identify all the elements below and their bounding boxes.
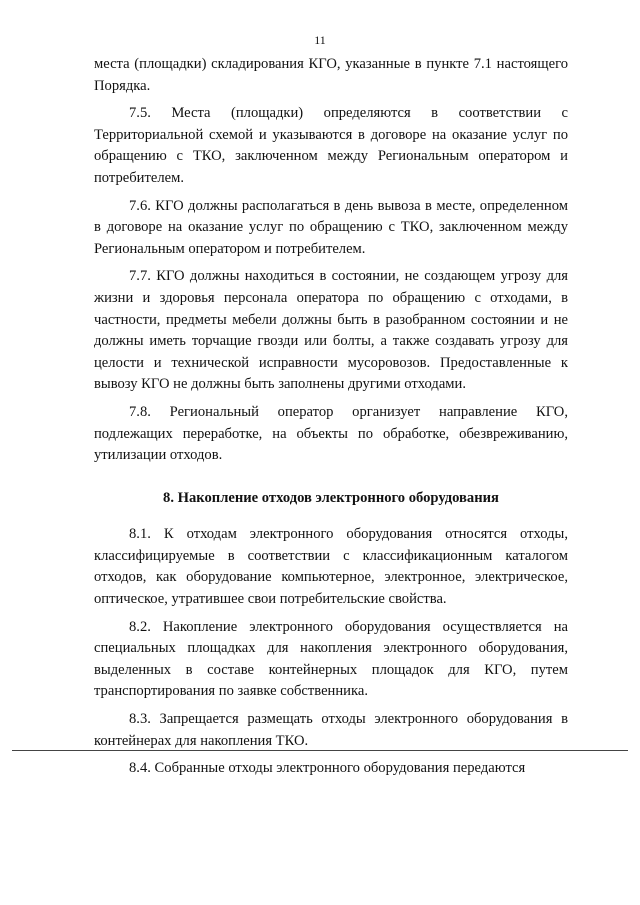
section-8-heading: 8. Накопление отходов электронного оборудования	[163, 489, 499, 506]
paragraph-7-8: 7.8. Региональный оператор организует направление КГО, подлежащих переработке, на объекты по обработке, обезвреживанию, утилизации отходов.	[94, 403, 568, 464]
paragraph-7-5: 7.5. Места (площадки) определяются в соответствии с Территориальной схемой и указываются в договоре на оказание услуг по обращению с ТКО, заключенном между Региональным оператором и потребителем.	[94, 105, 568, 186]
paragraph-8-1: 8.1. К отходам электронного оборудования относятся отходы, классифицируемые в соответствии с классификационным каталогом отходов, как оборудование компьютерное, электронное, электрическое, оптическое, утратившее свои потребительские свойства.	[94, 526, 568, 608]
paragraph-7-7: 7.7. КГО должны находиться в состоянии, не создающем угрозу для жизни и здоровья персонала оператора по обращению с отходами, в частности, предметы мебели должны быть в разобранном состоянии и не должны иметь торчащие гвозди или болты, а также создавать угрозу для целости и технической исправности мусоровозов. Предоставленные к вывозу КГО не должны быть заполнены другими отходами.	[94, 268, 568, 393]
paragraph-8-2: 8.2. Накопление электронного оборудования осуществляется на специальных площадках для накопления электронного оборудования, выделенных в составе контейнерных площадок для КГО, путем транспортирования по заявке собственника.	[94, 618, 568, 700]
paragraph-8-4: 8.4. Собранные отходы электронного оборудования передаются	[129, 760, 526, 777]
paragraph-7-1-continuation: места (площадки) складирования КГО, указанные в пункте 7.1 настоящего Порядка.	[94, 56, 568, 94]
paragraph-7-6: 7.6. КГО должны располагаться в день вывоза в месте, определенном в договоре на оказание услуг по обращению с ТКО, заключенном между Региональным оператором и потребителем.	[94, 197, 568, 257]
paragraph-8-3: 8.3. Запрещается размещать отходы электронного оборудования в контейнерах для накопления ТКО.	[94, 711, 568, 749]
page-bottom-rule	[12, 750, 628, 751]
page-number: 11	[314, 33, 326, 47]
document-body	[94, 54, 568, 780]
